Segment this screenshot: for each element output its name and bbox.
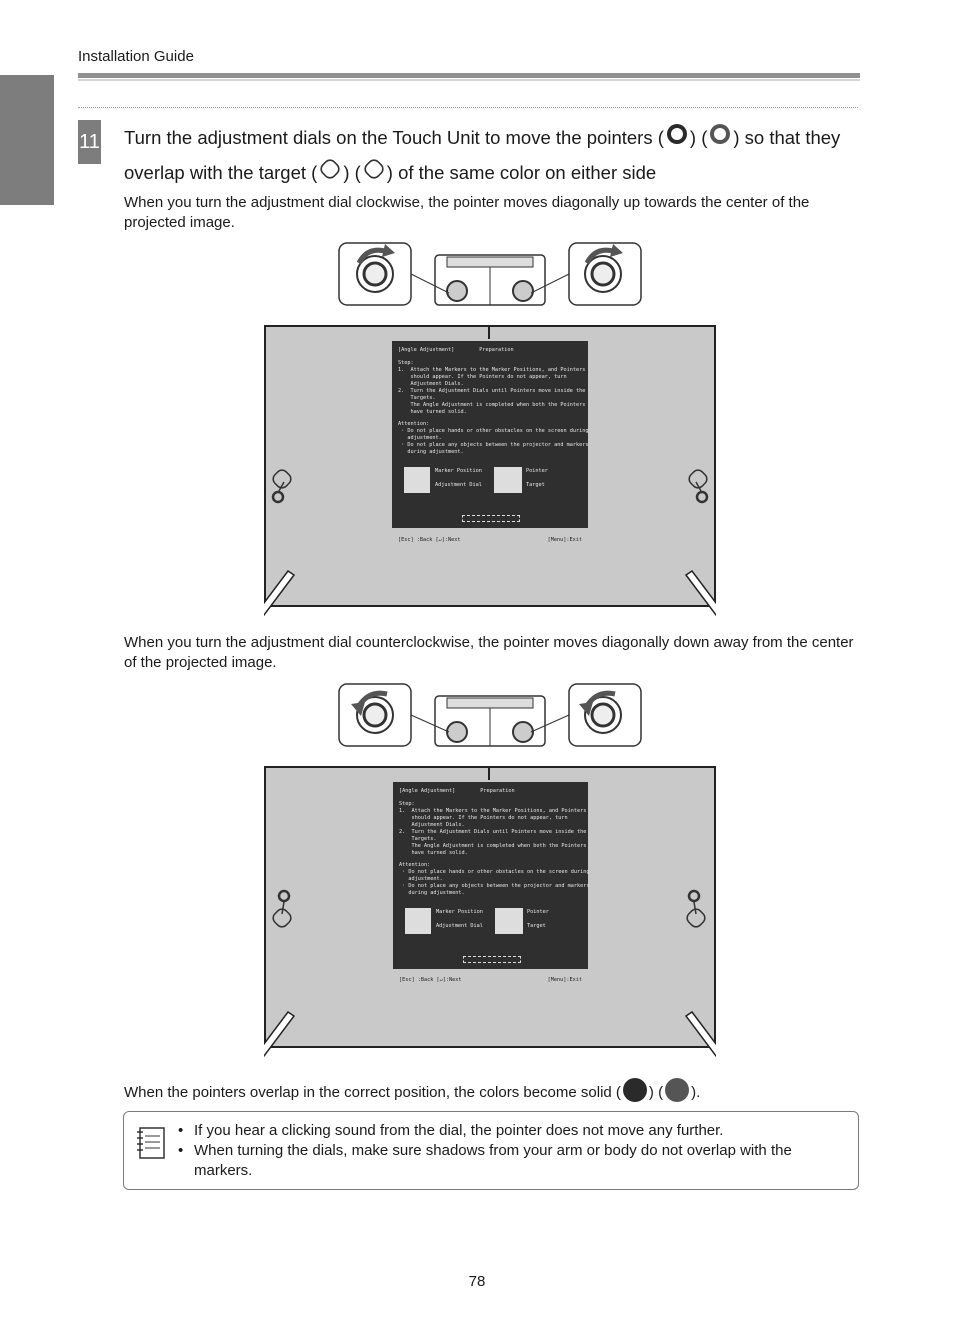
note-item: • If you hear a clicking sound from the dial, the pointer does not move any further. — [176, 1121, 846, 1141]
menu-line: 1. Attach the Markers to the Marker Positions, and Pointers — [399, 808, 587, 814]
legend-target: Target — [526, 482, 545, 488]
menu-line: · Do not place any objects between the projector and markers — [399, 883, 590, 889]
legend-pointer: Pointer — [527, 909, 549, 915]
angle-adjustment-menu — [393, 782, 588, 969]
step-title — [124, 121, 864, 192]
note-list — [176, 1121, 846, 1181]
marker-position-thumb — [404, 467, 430, 493]
menu-line: 2. Turn the Adjustment Dials until Pointers move inside the — [398, 388, 586, 394]
menu-footer — [392, 536, 588, 544]
angle-adjustment-menu — [392, 341, 588, 528]
footer-right: [Menu]:Exit — [547, 537, 582, 543]
touch-unit-dial-figure-clockwise — [337, 241, 643, 311]
step-title-text: ) so that they overlap with the target ( — [124, 127, 841, 184]
menu-line: The Angle Adjustment is completed when both the Pointers — [398, 402, 586, 408]
menu-line: The Angle Adjustment is completed when both the Pointers — [399, 843, 587, 849]
target-icon — [317, 156, 343, 192]
menu-section: Preparation — [479, 347, 514, 353]
menu-title: [Angle Adjustment] — [399, 788, 456, 794]
legend-marker: Marker Position — [436, 909, 483, 915]
footer-left: [Esc] :Back [↵]:Next — [398, 537, 461, 543]
dotted-divider — [78, 107, 858, 108]
step-title-text: ) ( — [689, 127, 708, 148]
page-number: 78 — [468, 1273, 486, 1290]
touch-unit-dial-figure-counterclockwise — [337, 682, 643, 752]
step-title-text: ) of the same color on either side — [386, 162, 657, 184]
target-icon — [361, 156, 387, 192]
step-title-text: Turn the adjustment dials on the Touch Unit to move the pointers ( — [124, 127, 664, 148]
menu-line: Attention: — [399, 862, 431, 868]
para-solid-text: ) ( — [648, 1083, 664, 1101]
menu-line: Adjustment Dials. — [398, 381, 464, 387]
menu-line: · Do not place hands or other obstacles on the screen during — [399, 869, 590, 875]
header-rule-light — [78, 79, 860, 81]
legend-dial: Adjustment Dial — [435, 482, 482, 488]
menu-line: adjustment. — [398, 435, 442, 441]
menu-line: Attention: — [398, 421, 430, 427]
header-rule — [78, 73, 860, 78]
progress-squares — [462, 515, 520, 522]
pointer-target-thumb — [494, 467, 522, 493]
menu-line: have turned solid. — [398, 409, 467, 415]
notepad-icon — [134, 1124, 168, 1167]
menu-line: Step: — [399, 801, 415, 807]
marker-position-thumb — [405, 908, 431, 934]
para-counterclockwise: When you turn the adjustment dial counterclockwise, the pointer moves diagonally down away from the center of the projected image. — [124, 634, 854, 671]
footer-left: [Esc] :Back [↵]:Next — [399, 977, 462, 983]
menu-line: Targets. — [399, 836, 437, 842]
legend-pointer: Pointer — [526, 468, 548, 474]
pointer-icon — [707, 122, 733, 156]
menu-line: Step: — [398, 360, 414, 366]
note-box — [123, 1111, 859, 1190]
side-tab — [0, 75, 54, 205]
menu-section: Preparation — [480, 788, 515, 794]
step-title-text: ) ( — [343, 162, 361, 184]
header-title: Installation Guide — [78, 48, 194, 65]
menu-line: Targets. — [398, 395, 436, 401]
menu-line: adjustment. — [399, 876, 443, 882]
legend-target: Target — [527, 923, 546, 929]
menu-line: should appear. If the Pointers do not appear, turn — [399, 815, 568, 821]
para-solid — [124, 1078, 864, 1108]
progress-squares — [463, 956, 521, 963]
legend-marker: Marker Position — [435, 468, 482, 474]
menu-line: 2. Turn the Adjustment Dials until Pointers move inside the — [399, 829, 587, 835]
pointer-icon — [664, 122, 690, 156]
menu-line: have turned solid. — [399, 850, 468, 856]
step-number: 11 — [78, 120, 101, 164]
menu-line: Adjustment Dials. — [399, 822, 465, 828]
note-item: • When turning the dials, make sure shadows from your arm or body do not overlap with the markers. — [176, 1141, 846, 1181]
menu-footer — [393, 976, 588, 984]
menu-line: · Do not place hands or other obstacles on the screen during — [398, 428, 589, 434]
solid-circle-icon — [663, 1078, 691, 1108]
menu-line: 1. Attach the Markers to the Marker Positions, and Pointers — [398, 367, 586, 373]
menu-title: [Angle Adjustment] — [398, 347, 455, 353]
footer-right: [Menu]:Exit — [547, 977, 582, 983]
para-solid-text: When the pointers overlap in the correct position, the colors become solid ( — [124, 1083, 621, 1101]
legend-dial: Adjustment Dial — [436, 923, 483, 929]
menu-line: · Do not place any objects between the projector and markers — [398, 442, 589, 448]
pointer-target-thumb — [495, 908, 523, 934]
para-clockwise: When you turn the adjustment dial clockwise, the pointer moves diagonally up towards the center of the projected image. — [124, 194, 810, 231]
menu-line: during adjustment. — [399, 890, 465, 896]
para-solid-text: ). — [691, 1083, 701, 1101]
menu-line: during adjustment. — [398, 449, 464, 455]
menu-line: should appear. If the Pointers do not appear, turn — [398, 374, 567, 380]
solid-circle-icon — [621, 1078, 649, 1108]
